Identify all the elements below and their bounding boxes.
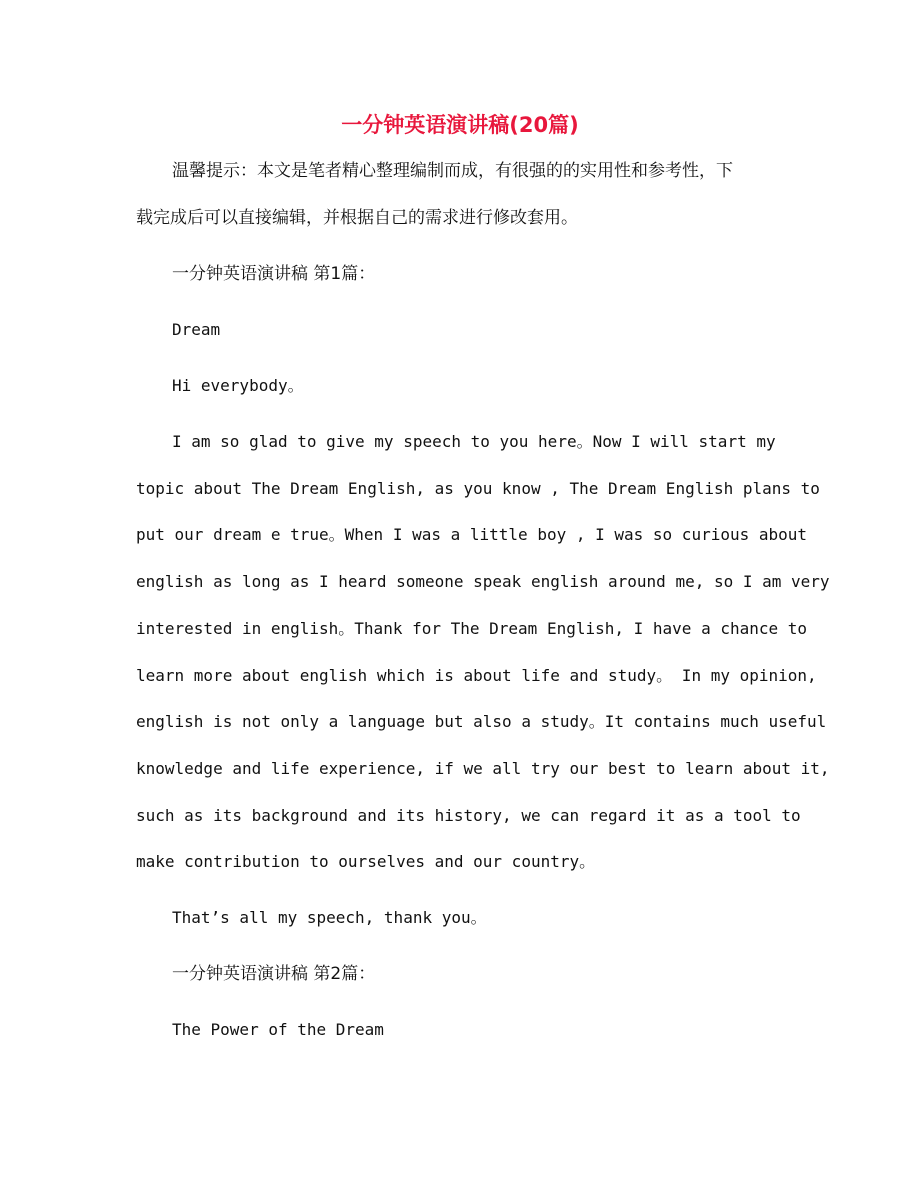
body-line: topic about The Dream English, as you know , The Dream English plans to [136, 479, 820, 498]
notice-line-1: 温馨提示：本文是笔者精心整理编制而成，有很强的的实用性和参考性，下 [172, 161, 733, 181]
body-line: put our dream e true。When I was a little boy , I was so curious about [136, 525, 808, 544]
body-line: english as long as I heard someone speak english around me, so I am very [136, 572, 830, 591]
body-line: such as its background and its history, we can regard it as a tool to [136, 806, 801, 825]
section-1-title: Dream [172, 320, 221, 339]
document-title: 一分钟英语演讲稿(20篇) [341, 113, 579, 137]
closing-line: That’s all my speech, thank you。 [172, 908, 487, 927]
body-line: learn more about english which is about life and study。 In my opinion, [136, 666, 817, 685]
body-line: knowledge and life experience, if we all try our best to learn about it, [136, 759, 830, 778]
section-2-title: The Power of the Dream [172, 1020, 384, 1039]
body-line: I am so glad to give my speech to you here。Now I will start my [172, 432, 776, 451]
body-line: english is not only a language but also a study。It contains much useful [136, 712, 827, 731]
notice-line-2: 载完成后可以直接编辑，并根据自己的需求进行修改套用。 [136, 208, 578, 228]
section-1-heading: 一分钟英语演讲稿 第1篇： [172, 264, 376, 284]
body-line: make contribution to ourselves and our country。 [136, 852, 596, 871]
body-line: interested in english。Thank for The Dream English, I have a chance to [136, 619, 808, 638]
greeting: Hi everybody。 [172, 376, 304, 395]
section-2-heading: 一分钟英语演讲稿 第2篇： [172, 964, 376, 984]
